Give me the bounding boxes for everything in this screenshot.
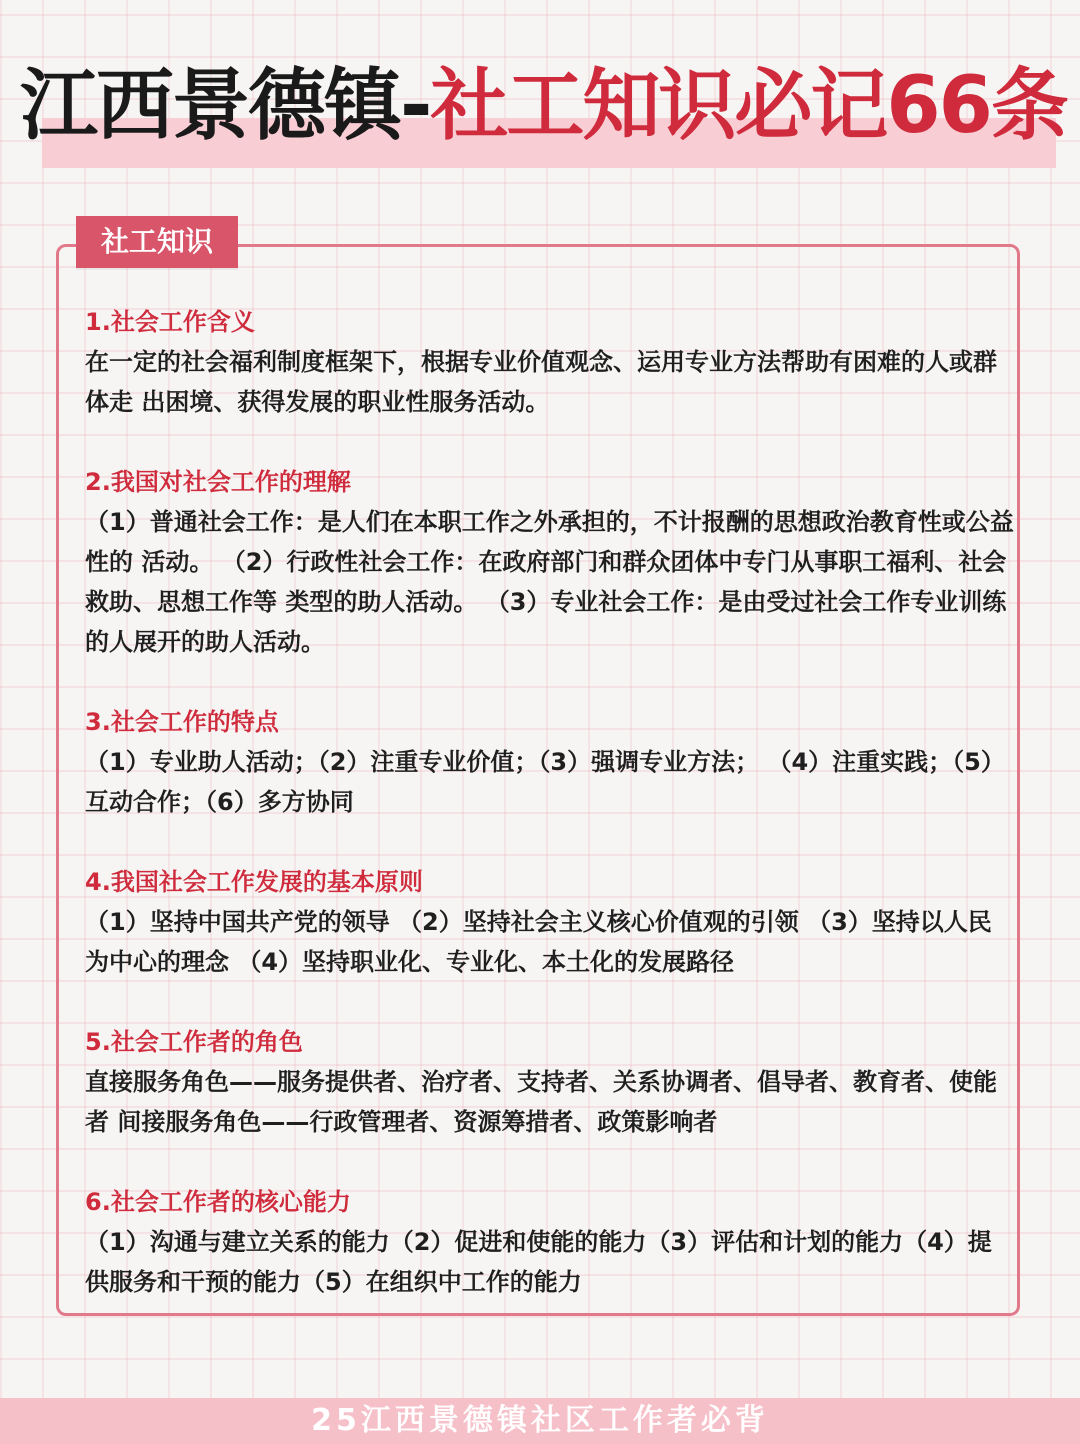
section-5 bbox=[85, 1022, 1015, 1142]
section-heading: 6.社会工作者的核心能力 bbox=[85, 1188, 351, 1216]
section-heading: 4.我国社会工作发展的基本原则 bbox=[85, 868, 423, 896]
section-2 bbox=[85, 462, 1015, 662]
section-body: 在一定的社会福利制度框架下，根据专业价值观念、运用专业方法帮助有困难的人或群体走 出困境、获得发展的职业性服务活动。 bbox=[85, 348, 997, 416]
section-body: （1）普通社会工作：是人们在本职工作之外承担的，不计报酬的思想政治教育性或公益性的 活动。 （2）行政性社会工作：在政府部门和群众团体中专门从事职工福利、社会救助、思想工作等 类型的助人活动。 （3）专业社会工作：是由受过社会工作专业训练的人展开的助人活动。 bbox=[85, 508, 1014, 656]
section-heading: 3.社会工作的特点 bbox=[85, 708, 279, 736]
section-heading: 1.社会工作含义 bbox=[85, 308, 255, 336]
page-title bbox=[20, 58, 1070, 154]
footer-banner: 25江西景德镇社区工作者必背 bbox=[0, 1398, 1080, 1444]
section-body: 直接服务角色——服务提供者、治疗者、支持者、关系协调者、倡导者、教育者、使能者 间接服务角色——行政管理者、资源筹措者、政策影响者 bbox=[85, 1068, 997, 1136]
section-body: （1）沟通与建立关系的能力（2）促进和使能的能力（3）评估和计划的能力（4）提供服务和干预的能力（5）在组织中工作的能力 bbox=[85, 1228, 992, 1296]
title-location: 江西景德镇- bbox=[20, 61, 431, 151]
section-body: （1）专业助人活动；（2）注重专业价值；（3）强调专业方法； （4）注重实践；（5）互动合作；（6）多方协同 bbox=[85, 748, 1005, 816]
section-4 bbox=[85, 862, 1015, 982]
section-1 bbox=[85, 302, 1015, 422]
title-topic: 社工知识必记66条 bbox=[430, 61, 1067, 151]
section-tag: 社工知识 bbox=[76, 216, 238, 268]
card-content bbox=[85, 302, 1015, 1342]
section-heading: 2.我国对社会工作的理解 bbox=[85, 468, 351, 496]
section-heading: 5.社会工作者的角色 bbox=[85, 1028, 303, 1056]
section-3 bbox=[85, 702, 1015, 822]
section-6 bbox=[85, 1182, 1015, 1302]
section-body: （1）坚持中国共产党的领导 （2）坚持社会主义核心价值观的引领 （3）坚持以人民为中心的理念 （4）坚持职业化、专业化、本土化的发展路径 bbox=[85, 908, 992, 976]
